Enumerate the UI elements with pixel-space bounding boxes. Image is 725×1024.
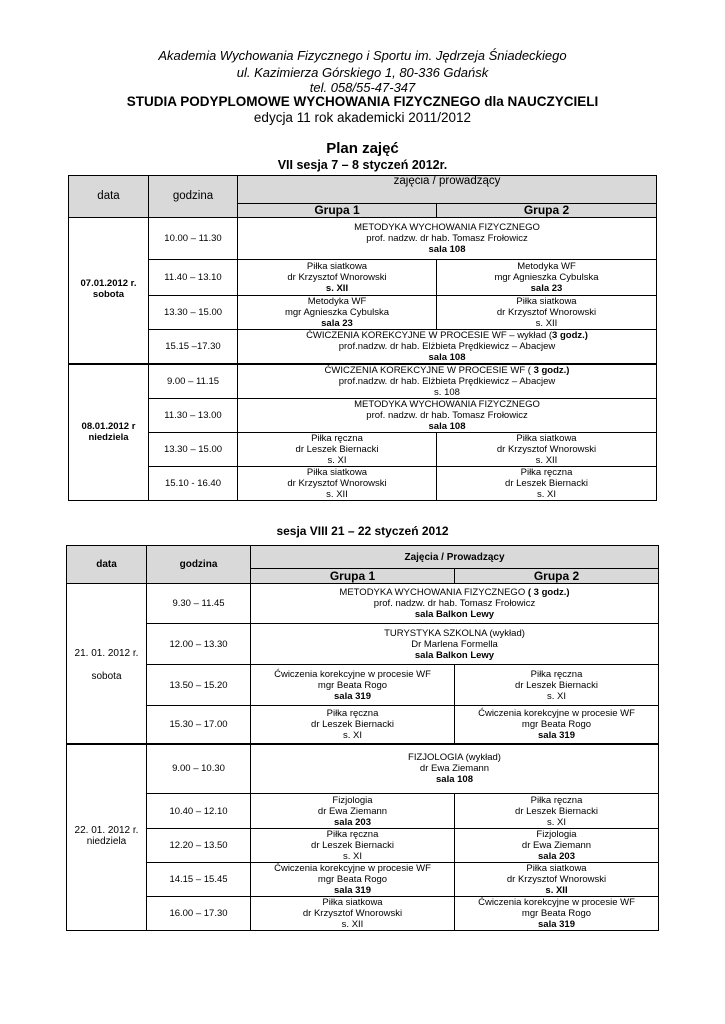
table-row	[67, 706, 659, 744]
group2-cell: Piłka ręczna dr Leszek Biernacki s. XI	[437, 467, 657, 501]
time-cell: 10.40 – 12.10	[147, 794, 251, 829]
time-cell: 12.20 – 13.50	[147, 829, 251, 863]
header-phone: tel. 058/55-47-347	[309, 80, 416, 95]
date-cell: 22. 01. 2012 r. niedziela	[67, 744, 147, 931]
table-row	[69, 296, 657, 330]
table-row	[69, 260, 657, 296]
table-row	[67, 665, 659, 706]
table-row	[69, 433, 657, 467]
col-header-group1: Grupa 1	[251, 569, 455, 584]
table-row	[67, 744, 659, 794]
header-program: STUDIA PODYPLOMOWE WYCHOWANIA FIZYCZNEGO dla NAUCZYCIELI	[126, 94, 599, 109]
class-cell: TURYSTYKA SZKOLNA (wykład) Dr Marlena Formella sala Balkon Lewy	[251, 624, 659, 665]
table-row	[69, 218, 657, 260]
time-cell: 13.50 – 15.20	[147, 665, 251, 706]
group2-cell: Ćwiczenia korekcyjne w procesie WF mgr Beata Rogo sala 319	[455, 706, 659, 744]
group1-cell: Piłka siatkowa dr Krzysztof Wnorowski s. XII	[251, 897, 455, 931]
table-row	[69, 467, 657, 501]
group2-cell: Ćwiczenia korekcyjne w procesie WF mgr Beata Rogo sala 319	[455, 897, 659, 931]
table-row	[67, 794, 659, 829]
group2-cell: Metodyka WF mgr Agnieszka Cybulska sala 23	[437, 260, 657, 296]
group2-cell: Piłka siatkowa dr Krzysztof Wnorowski s. XII	[437, 433, 657, 467]
group1-cell: Piłka ręczna dr Leszek Biernacki s. XI	[251, 706, 455, 744]
group1-cell: Piłka ręczna dr Leszek Biernacki s. XI	[251, 829, 455, 863]
header-academy: Akademia Wychowania Fizycznego i Sportu im. Jędrzeja Śniadeckiego	[158, 48, 567, 63]
time-cell: 16.00 – 17.30	[147, 897, 251, 931]
time-cell: 9.00 – 10.30	[147, 744, 251, 794]
date-cell: 07.01.2012 r. sobota	[69, 218, 149, 365]
table-row	[69, 364, 657, 399]
table-row	[67, 584, 659, 624]
time-cell: 11.40 – 13.10	[149, 260, 238, 296]
col-header-zajecia: zajęcia / prowadzący	[238, 176, 657, 204]
time-cell: 15.30 – 17.00	[147, 706, 251, 744]
date-cell: 21. 01. 2012 r. sobota	[67, 584, 147, 744]
time-cell: 12.00 – 13.30	[147, 624, 251, 665]
group2-cell: Piłka siatkowa dr Krzysztof Wnorowski s. XII	[437, 296, 657, 330]
session8-title: sesja VIII 21 – 22 styczeń 2012	[276, 524, 449, 538]
class-cell: FIZJOLOGIA (wykład) dr Ewa Ziemann sala 108	[251, 744, 659, 794]
time-cell: 13.30 – 15.00	[149, 296, 238, 330]
table-row	[67, 897, 659, 931]
session7-title: VII sesja 7 – 8 styczeń 2012r.	[277, 158, 448, 172]
plan-title: Plan zajęć	[326, 140, 399, 157]
group2-cell: Piłka ręczna dr Leszek Biernacki s. XI	[455, 794, 659, 829]
group1-cell: Fizjologia dr Ewa Ziemann sala 203	[251, 794, 455, 829]
group1-cell: Piłka siatkowa dr Krzysztof Wnorowski s. XII	[238, 260, 437, 296]
group1-cell: Ćwiczenia korekcyjne w procesie WF mgr Beata Rogo sala 319	[251, 863, 455, 897]
col-header-godzina: godzina	[147, 546, 251, 584]
table-row	[69, 399, 657, 433]
col-header-zajecia: Zajęcia / Prowadzący	[251, 546, 659, 569]
table-row	[69, 330, 657, 365]
group2-cell: Fizjologia dr Ewa Ziemann sala 203	[455, 829, 659, 863]
group1-cell: Metodyka WF mgr Agnieszka Cybulska sala 23	[238, 296, 437, 330]
table-row	[67, 624, 659, 665]
group1-cell: Piłka siatkowa dr Krzysztof Wnorowski s. XII	[238, 467, 437, 501]
table-row	[67, 829, 659, 863]
date-cell: 08.01.2012 r niedziela	[69, 364, 149, 501]
col-header-group1: Grupa 1	[238, 204, 437, 218]
time-cell: 15.10 - 16.40	[149, 467, 238, 501]
col-header-data: data	[67, 546, 147, 584]
class-cell: ĆWICZENIA KOREKCYJNE W PROCESIE WF ( 3 godz.) prof.nadzw. dr hab. Elżbieta Prędkiewicz – Abacjew s. 108	[238, 364, 657, 399]
time-cell: 13.30 – 15.00	[149, 433, 238, 467]
col-header-data: data	[69, 176, 149, 218]
time-cell: 9.30 – 11.45	[147, 584, 251, 624]
time-cell: 9.00 – 11.15	[149, 364, 238, 399]
class-cell: METODYKA WYCHOWANIA FIZYCZNEGO prof. nadzw. dr hab. Tomasz Frołowicz sala 108	[238, 399, 657, 433]
header-address: ul. Kazimierza Górskiego 1, 80-336 Gdańsk	[236, 65, 489, 80]
group1-cell: Ćwiczenia korekcyjne w procesie WF mgr Beata Rogo sala 319	[251, 665, 455, 706]
time-cell: 11.30 – 13.00	[149, 399, 238, 433]
col-header-group2: Grupa 2	[437, 204, 657, 218]
col-header-group2: Grupa 2	[455, 569, 659, 584]
class-cell: METODYKA WYCHOWANIA FIZYCZNEGO ( 3 godz.) prof. nadzw. dr hab. Tomasz Frołowicz sala Balkon Lewy	[251, 584, 659, 624]
session7-table	[68, 175, 657, 501]
time-cell: 10.00 – 11.30	[149, 218, 238, 260]
col-header-godzina: godzina	[149, 176, 238, 218]
group2-cell: Piłka ręczna dr Leszek Biernacki s. XI	[455, 665, 659, 706]
group2-cell: Piłka siatkowa dr Krzysztof Wnorowski s. XII	[455, 863, 659, 897]
time-cell: 14.15 – 15.45	[147, 863, 251, 897]
class-cell: ĆWICZENIA KOREKCYJNE W PROCESIE WF – wykład (3 godz.) prof.nadzw. dr hab. Elżbieta Prędkiewicz – Abacjew sala 108	[238, 330, 657, 365]
class-cell: METODYKA WYCHOWANIA FIZYCZNEGO prof. nadzw. dr hab. Tomasz Frołowicz sala 108	[238, 218, 657, 260]
time-cell: 15.15 –17.30	[149, 330, 238, 365]
table-row	[67, 863, 659, 897]
session8-table	[66, 545, 659, 931]
header-edition: edycja 11 rok akademicki 2011/2012	[253, 110, 472, 125]
group1-cell: Piłka ręczna dr Leszek Biernacki s. XI	[238, 433, 437, 467]
